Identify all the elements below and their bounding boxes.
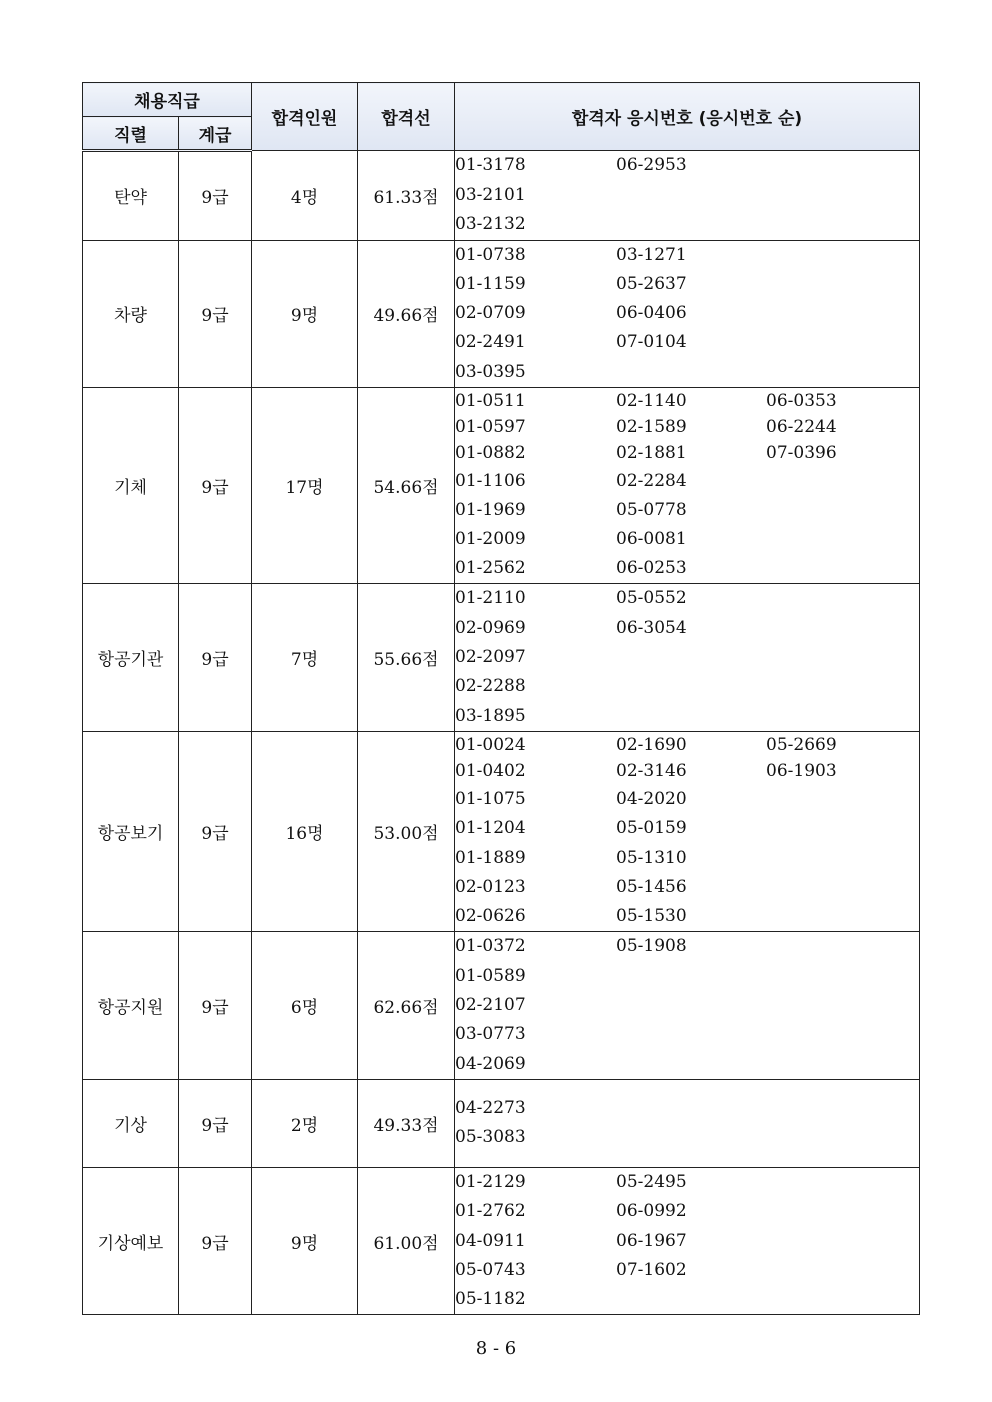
candidate-number: 01-1889 xyxy=(455,847,526,868)
candidate-number: 02-3146 xyxy=(616,760,687,781)
candidate-number: 05-2669 xyxy=(766,734,837,755)
candidate-number: 06-0081 xyxy=(616,529,687,550)
candidate-number: 06-1903 xyxy=(766,760,837,781)
candidate-number: 01-2762 xyxy=(455,1201,526,1222)
grade-cell: 9급 xyxy=(179,240,252,387)
passer-numbers-grid xyxy=(455,1094,919,1153)
series-cell: 항공기관 xyxy=(83,584,179,731)
candidate-number: 05-1530 xyxy=(616,906,687,927)
table-row xyxy=(83,731,920,931)
candidate-number: 01-1075 xyxy=(455,788,526,809)
candidate-number: 01-0024 xyxy=(455,734,526,755)
series-cell: 기체 xyxy=(83,387,179,584)
candidate-number: 03-0395 xyxy=(455,361,526,382)
candidate-number xyxy=(616,181,766,211)
candidate-number: 05-0778 xyxy=(616,500,687,521)
candidate-number: 01-2129 xyxy=(455,1171,526,1192)
passer-numbers-cell xyxy=(455,1079,920,1167)
passer-numbers-grid xyxy=(455,932,919,1078)
candidate-number: 06-3054 xyxy=(616,617,687,638)
header-series: 직렬 xyxy=(83,117,179,151)
series-cell: 항공보기 xyxy=(83,731,179,931)
candidate-number xyxy=(616,702,766,731)
table-row xyxy=(83,584,920,731)
count-cell: 4명 xyxy=(252,151,358,241)
candidate-number: 01-0372 xyxy=(455,936,526,957)
candidate-number xyxy=(616,991,766,1020)
candidate-number: 02-2107 xyxy=(455,995,526,1016)
candidate-number: 05-0552 xyxy=(616,588,687,609)
cutoff-cell: 49.33점 xyxy=(358,1079,455,1167)
cutoff-cell: 55.66점 xyxy=(358,584,455,731)
candidate-number xyxy=(616,1020,766,1049)
candidate-number: 02-1690 xyxy=(616,734,687,755)
count-cell: 7명 xyxy=(252,584,358,731)
passer-numbers-grid xyxy=(455,151,919,240)
grade-cell: 9급 xyxy=(179,151,252,241)
candidate-number: 07-1602 xyxy=(616,1259,687,1280)
header-position: 채용직급 xyxy=(83,83,252,117)
count-cell: 6명 xyxy=(252,932,358,1079)
table-row xyxy=(83,1167,920,1314)
header-cutoff: 합격선 xyxy=(358,83,455,151)
candidate-number: 05-1310 xyxy=(616,847,687,868)
series-cell: 탄약 xyxy=(83,151,179,241)
candidate-number xyxy=(766,902,886,931)
grade-cell: 9급 xyxy=(179,932,252,1079)
passer-numbers-cell xyxy=(455,151,920,241)
passer-numbers-cell xyxy=(455,1167,920,1314)
candidate-number: 05-1456 xyxy=(616,876,687,897)
candidate-number: 01-0738 xyxy=(455,244,526,265)
header-grade: 계급 xyxy=(179,117,252,151)
candidate-number: 06-0406 xyxy=(616,303,687,324)
candidate-number: 06-2244 xyxy=(766,416,837,437)
cutoff-cell: 49.66점 xyxy=(358,240,455,387)
candidate-number xyxy=(766,525,886,554)
candidate-number: 05-0743 xyxy=(455,1259,526,1280)
series-cell: 기상예보 xyxy=(83,1167,179,1314)
results-body xyxy=(83,151,920,1315)
candidate-number: 01-0511 xyxy=(455,390,526,411)
candidate-number xyxy=(616,210,766,240)
candidate-number xyxy=(616,643,766,672)
candidate-number: 05-2637 xyxy=(616,273,687,294)
candidate-number: 01-0402 xyxy=(455,760,526,781)
table-row xyxy=(83,151,920,241)
candidate-number: 03-1271 xyxy=(616,244,687,265)
candidate-number: 03-1895 xyxy=(455,705,526,726)
header-passed-count: 합격인원 xyxy=(252,83,358,151)
candidate-number: 02-2491 xyxy=(455,332,526,353)
candidate-number: 05-1908 xyxy=(616,936,687,957)
candidate-number: 02-2288 xyxy=(455,676,526,697)
candidate-number: 01-2009 xyxy=(455,529,526,550)
table-row xyxy=(83,1079,920,1167)
candidate-number: 02-0709 xyxy=(455,303,526,324)
results-table xyxy=(82,82,920,1315)
candidate-number: 07-0396 xyxy=(766,442,837,463)
count-cell: 17명 xyxy=(252,387,358,584)
candidate-number: 04-0911 xyxy=(455,1230,526,1251)
series-cell: 차량 xyxy=(83,240,179,387)
passer-numbers-cell xyxy=(455,240,920,387)
passer-numbers-grid xyxy=(455,241,919,387)
series-cell: 기상 xyxy=(83,1079,179,1167)
candidate-number xyxy=(766,467,886,496)
candidate-number: 02-0626 xyxy=(455,906,526,927)
candidate-number: 01-2562 xyxy=(455,558,526,579)
candidate-number: 02-2284 xyxy=(616,471,687,492)
candidate-number xyxy=(616,962,766,991)
candidate-number: 06-2953 xyxy=(616,155,687,175)
table-row xyxy=(83,387,920,584)
candidate-number: 01-0597 xyxy=(455,416,526,437)
table-row xyxy=(83,932,920,1079)
passer-numbers-cell xyxy=(455,584,920,731)
candidate-number: 06-1967 xyxy=(616,1230,687,1251)
candidate-number: 06-0253 xyxy=(616,558,687,579)
count-cell: 16명 xyxy=(252,731,358,931)
candidate-number: 04-2273 xyxy=(455,1097,526,1118)
table-row xyxy=(83,240,920,387)
candidate-number: 01-0882 xyxy=(455,442,526,463)
cutoff-cell: 53.00점 xyxy=(358,731,455,931)
count-cell: 2명 xyxy=(252,1079,358,1167)
candidate-number: 06-0353 xyxy=(766,390,837,411)
candidate-number xyxy=(766,496,886,525)
count-cell: 9명 xyxy=(252,240,358,387)
candidate-number: 01-1159 xyxy=(455,273,526,294)
candidate-number: 01-1969 xyxy=(455,500,526,521)
passer-numbers-grid xyxy=(455,732,919,931)
passer-numbers-cell xyxy=(455,932,920,1079)
candidate-number xyxy=(766,554,886,583)
candidate-number xyxy=(766,844,886,873)
candidate-number: 02-1589 xyxy=(616,416,687,437)
passer-numbers-grid xyxy=(455,1168,919,1314)
candidate-number: 03-2101 xyxy=(455,184,526,205)
candidate-number: 03-0773 xyxy=(455,1024,526,1045)
count-cell: 9명 xyxy=(252,1167,358,1314)
candidate-number: 07-0104 xyxy=(616,332,687,353)
passer-numbers-cell xyxy=(455,387,920,584)
candidate-number: 02-1881 xyxy=(616,442,687,463)
grade-cell: 9급 xyxy=(179,1167,252,1314)
candidate-number xyxy=(766,785,886,814)
candidate-number: 02-1140 xyxy=(616,390,687,411)
grade-cell: 9급 xyxy=(179,731,252,931)
grade-cell: 9급 xyxy=(179,584,252,731)
candidate-number: 02-0123 xyxy=(455,876,526,897)
candidate-number: 05-3083 xyxy=(455,1127,526,1148)
candidate-number: 01-1106 xyxy=(455,471,526,492)
candidate-number xyxy=(616,1050,766,1079)
cutoff-cell: 61.33점 xyxy=(358,151,455,241)
candidate-number: 01-2110 xyxy=(455,588,526,609)
passer-numbers-cell xyxy=(455,731,920,931)
page-number: 8 - 6 xyxy=(475,1338,517,1359)
candidate-number xyxy=(616,358,766,387)
cutoff-cell: 61.00점 xyxy=(358,1167,455,1314)
candidate-number: 04-2020 xyxy=(616,788,687,809)
candidate-number: 02-0969 xyxy=(455,617,526,638)
grade-cell: 9급 xyxy=(179,387,252,584)
passer-numbers-grid xyxy=(455,584,919,730)
candidate-number: 05-2495 xyxy=(616,1171,687,1192)
cutoff-cell: 54.66점 xyxy=(358,387,455,584)
candidate-number: 01-3178 xyxy=(455,155,526,175)
candidate-number: 03-2132 xyxy=(455,214,526,234)
candidate-number: 01-0589 xyxy=(455,965,526,986)
candidate-number xyxy=(616,1285,766,1314)
candidate-number: 05-1182 xyxy=(455,1289,526,1310)
passer-numbers-grid xyxy=(455,388,919,584)
candidate-number: 06-0992 xyxy=(616,1201,687,1222)
header-row-top xyxy=(83,83,920,117)
candidate-number xyxy=(766,873,886,902)
candidate-number: 04-2069 xyxy=(455,1053,526,1074)
grade-cell: 9급 xyxy=(179,1079,252,1167)
candidate-number: 02-2097 xyxy=(455,647,526,668)
candidate-number: 01-1204 xyxy=(455,818,526,839)
candidate-number xyxy=(616,672,766,701)
candidate-number xyxy=(766,814,886,843)
candidate-number: 05-0159 xyxy=(616,818,687,839)
series-cell: 항공지원 xyxy=(83,932,179,1079)
cutoff-cell: 62.66점 xyxy=(358,932,455,1079)
header-passers: 합격자 응시번호 (응시번호 순) xyxy=(455,83,920,151)
